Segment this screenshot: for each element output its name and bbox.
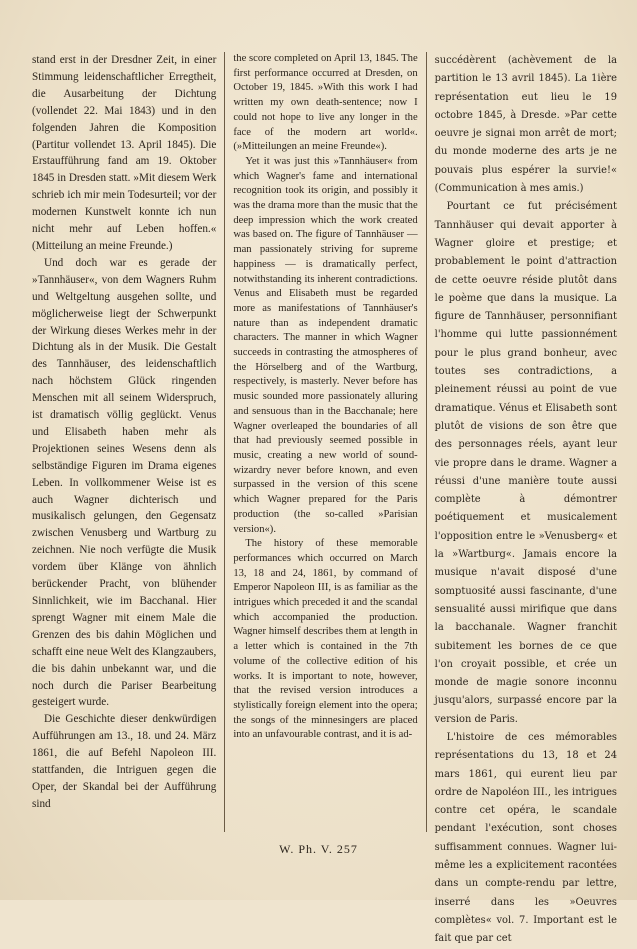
german-paragraph-2: Und doch war es gerade der »Tannhäuser«, von dem Wagners Ruhm und Weltgeltung ausgehen sollte, und möglicherweise liegt der Schwerpunkt der Wirkung dieses Werkes mehr in der Dichtung als in der Musik. Die Gestalt des Tannhäuser, des leidenschaftlich nach höchstem Glück ringenden Menschen mit all seinem Widerspruch, ist dramatisch völlig geglückt. Venus und Elisabeth haben mehr als Projektionen seines Wesens denn als selbständige Figuren im Drama eigenes Leben. In vollkommener Weise ist es auch Wagner dichterisch und musikalisch gelungen, den Gegensatz zwischen Venusberg und Wartburg zu zeichnen. Nie noch verfügte die Musik vordem über Klänge von ähnlich berückender Pracht, von blühender Sinnlichkeit, wie im Bacchanal. Hier sprengt Wagner mit einem Male die Grenzen des bis dahin Möglichen und schafft eine neue Welt des Klangzaubers, die bis dahin unbekannt war, und die noch durch die Pariser Bearbeitung gesteigert wurde. — [32, 256, 217, 709]
english-paragraph-3: The history of these memorable performances which occurred on March 13, 18 and 24, 1861, by command of Emperor Napoleon III, is as familiar as the intrigues which preceded it and the scandal which accompanied the production. Wagner himself describes them at length in a letter which is contained in the 7th volume of the collective edition of his works. It is important to note, however, that the revised version introduces a stylistically foreign element into the opera; the songs of the minnesingers are placed into an unfavourable contrast, and it is ad- — [233, 538, 418, 741]
column-german — [32, 52, 224, 832]
column-english — [224, 52, 425, 832]
english-paragraph-1: the score completed on April 13, 1845. The first performance occurred at Dresden, on October 19, 1845. »With this work I had written my own death-sentence; now I could not hope to live any longer in the face of the modern art world«. (»Mitteilungen an meine Freunde«). — [233, 53, 418, 153]
french-paragraph-1: succédèrent (achèvement de la partition le 13 avril 1845). La 1ière représentation eut lieu le 19 octobre 1845, à Dresde. »Par cette oeuvre je signai mon arrêt de mort; du monde moderne des arts je ne pouvais plus espérer la survie!« (Communication à mes amis.) — [434, 55, 617, 195]
english-paragraph-2: Yet it was just this »Tannhäuser« from which Wagner's fame and international recognition took its origin, and possibly it was the drama more than the music that the deep impression which the work created was based on. The figure of Tannhäuser — man passionately striving for supreme happiness — is dramatically perfect, notwithstanding its inherent contradictions. Venus and Elisabeth must be regarded more as manifestations of Tannhäuser's nature than as independent dramatic characters. The manner in which Wagner succeeds in contrasting the atmospheres of the Hörselberg and of the Wartburg, respectively, is masterly. Never before has music sounded more passionately alluring and sensuous than in the Bacchanale; here Wagner overleaped the boundaries of all that had previously seemed possible in music, creating a new world of sound-wizardry never before known, and even surpassed in the version of this scene which Wagner prepared for the Paris production (the so-called »Parisian version«). — [233, 155, 418, 535]
french-paragraph-2: Pourtant ce fut précisément Tannhäuser qui devait apporter à Wagner gloire et prestige; et probablement le point d'attraction de cette oeuvre réside plutôt dans le poème que dans la musique. La figure de Tannhäuser, personnifiant l'homme qui lutte passionnément pour le plus grand bonheur, avec toutes ses contradictions, a pleinement réussi au point de vue dramatique. Vénus et Elisabeth sont plutôt de visions de son être que des personnages réels, ayant leur vie propre dans le drame. Wagner a réussi d'une manière toute aussi complète à démontrer poétiquement et musicalement l'opposition entre le »Venusberg« et la »Wartburg«. Jamais encore la musique n'avait disposé d'une somptuosité aussi fascinante, d'une sensualité aussi mirifique que dans la bacchanale. Wagner franchit subitement les bornes de ce que l'on croyait possible, et crée un monde de magie sonore inconnu jusqu'alors, surpassé encore par la version de Paris. — [434, 201, 617, 725]
column-french — [426, 52, 617, 945]
german-paragraph-1: stand erst in der Dresdner Zeit, in einer Stimmung leidenschaftlicher Erregtheit, die Ausarbeitung der Dichtung (vollendet 22. Mai 1843) und in den folgenden Jahren die Komposition (Partitur vollendet 13. April 1845). Die Erstaufführung fand am 19. Oktober 1845 in Dresden statt. »Mit diesem Werk schrieb ich mir mein Todesurteil; vor der modernen Kunstwelt konnte ich nun nicht mehr auf Leben hoffen.« (Mitteilung an meine Freunde.) — [32, 54, 217, 252]
page-footer: W. Ph. V. 257 — [279, 842, 358, 856]
german-paragraph-3: Die Geschichte dieser denkwürdigen Aufführungen am 13., 18. und 24. März 1861, die auf Befehl Napoleon III. stattfanden, die Intriguen gegen die Oper, der Skandal bei der Aufführung sind — [32, 713, 217, 810]
french-paragraph-3: L'histoire de ces mémorables représentations du 13, 18 et 24 mars 1861, qui eurent lieu par ordre de Napoléon III., les intrigues contre cet opéra, le scandale pendant l'exécution, sont choses suffisamment connues. Wagner lui-même les a explicitement racontées dans un compte-rendu par lettre, inserré dans les »Oeuvres complètes« vol. 7. Important est le fait que par cet — [434, 731, 617, 945]
